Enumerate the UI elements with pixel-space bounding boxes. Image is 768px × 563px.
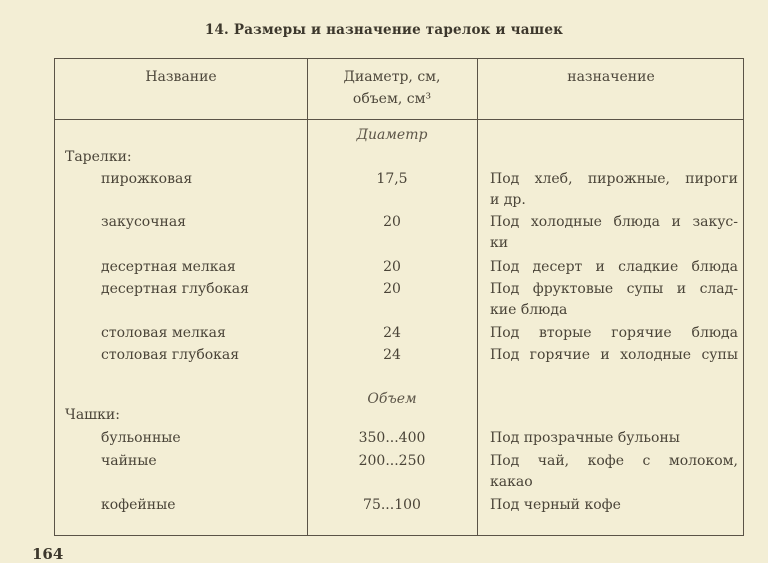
row-purpose-cont: и др. [490,192,526,208]
plates-cups-table [54,58,744,536]
row-value: 200...250 [358,453,426,469]
row-purpose-cont: кие блюда [490,302,568,318]
row-name: десертная мелкая [101,259,236,275]
header-measure-line2: объем, см³ [352,91,432,107]
row-name: десертная глубокая [101,281,249,297]
row-purpose: Под холодные блюда и закус- [490,214,738,230]
subheading-volume: Объем [367,391,417,407]
row-purpose: Под горячие и холодные супы [490,347,738,363]
subheading-diameter: Диаметр [356,127,428,143]
row-name: закусочная [101,214,187,230]
row-purpose: Под чай, кофе с молоком, [490,453,738,469]
row-purpose-cont: ки [490,235,509,251]
row-value: 24 [383,347,401,363]
page-number: 164 [32,545,64,563]
table-caption: 14. Размеры и назначение тарелок и чашек [204,22,564,38]
row-value: 20 [383,281,401,297]
row-purpose: Под фруктовые супы и слад- [490,281,738,297]
row-purpose: Под вторые горячие блюда [490,325,738,341]
row-value: 17,5 [376,171,408,187]
row-value: 20 [383,214,401,230]
row-name: столовая мелкая [101,325,226,341]
header-name: Название [145,69,217,85]
row-purpose: Под прозрачные бульоны [490,430,680,446]
row-purpose: Под хлеб, пирожные, пироги [490,171,738,187]
row-name: чайные [101,453,157,469]
row-value: 350...400 [358,430,426,446]
row-value: 24 [383,325,401,341]
row-value: 20 [383,259,401,275]
row-name: столовая глубокая [101,347,240,363]
column-divider [477,59,478,535]
row-name: пирожковая [101,171,193,187]
row-purpose-cont: какао [490,474,533,490]
group-label-plates: Тарелки: [65,149,132,165]
header-divider [55,119,743,120]
group-label-cups: Чашки: [65,407,120,423]
header-measure-line1: Диаметр, см, [343,69,441,85]
row-name: кофейные [101,497,176,513]
row-name: бульонные [101,430,181,446]
header-purpose: назначение [567,69,655,85]
row-purpose: Под черный кофе [490,497,621,513]
row-value: 75...100 [363,497,421,513]
row-purpose: Под десерт и сладкие блюда [490,259,738,275]
